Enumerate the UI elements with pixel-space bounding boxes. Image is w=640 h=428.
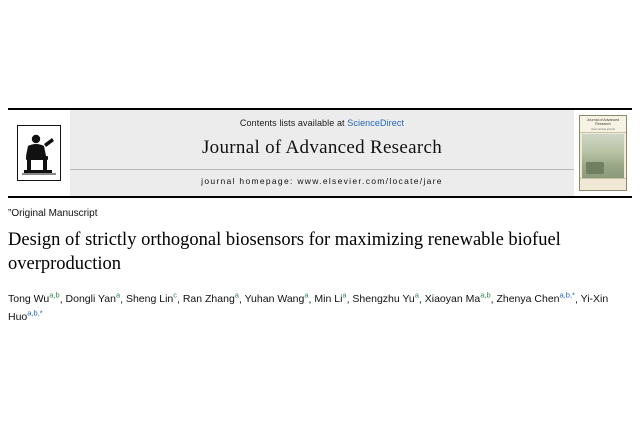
author-affiliation-marks: a — [234, 290, 239, 300]
author-entry — [182, 290, 239, 306]
author-name: Min Li — [314, 293, 343, 306]
sciencedirect-link[interactable]: ScienceDirect — [347, 118, 405, 128]
author-name: Ran Zhang — [182, 293, 235, 306]
author-name: Yuhan Wang — [244, 293, 305, 306]
cover-footer-band — [580, 178, 626, 190]
journal-masthead — [8, 108, 632, 198]
masthead-center — [70, 110, 574, 196]
author-entry — [496, 290, 575, 306]
author-name: Zhenya Chen — [496, 293, 560, 306]
journal-logo — [8, 110, 70, 196]
journal-title: Journal of Advanced Research — [201, 137, 442, 158]
author-separator: , — [490, 293, 497, 306]
author-separator: , — [346, 293, 353, 306]
contents-available-line — [240, 118, 404, 128]
author-affiliation-marks: a,b,* — [559, 290, 575, 300]
author-list — [8, 290, 618, 326]
author-name: Yi-Xin Huo — [8, 293, 609, 324]
page-title: Design of strictly orthogonal biosensors for maximizing renewable biofuel overproduction — [8, 230, 561, 275]
author-separator: , — [574, 293, 581, 306]
author-affiliation-marks: a,b,* — [27, 308, 43, 318]
contents-prefix-text: Contents lists available at — [239, 118, 348, 128]
author-affiliation-marks: a — [115, 290, 121, 300]
cover-artwork — [582, 134, 624, 178]
author-entry — [314, 290, 347, 306]
author-separator: , — [238, 293, 245, 306]
author-name: Xiaoyan Ma — [424, 293, 481, 306]
cover-title-text: Journal of Advanced Research — [586, 118, 620, 127]
author-entry — [125, 290, 177, 306]
author-name: Shengzhu Yu — [352, 293, 415, 306]
article-header — [8, 208, 632, 325]
author-affiliation-marks: a,b — [480, 290, 491, 300]
author-separator: , — [59, 293, 66, 306]
author-name: Dongli Yan — [65, 293, 116, 306]
author-entry — [244, 290, 309, 306]
author-separator: , — [120, 293, 126, 306]
cover-header-band — [580, 116, 626, 133]
seated-scribe-emblem-icon — [17, 125, 61, 181]
author-affiliation-marks: a,b — [49, 290, 60, 300]
author-affiliation-marks: c — [173, 290, 177, 300]
journal-homepage-line[interactable]: journal homepage: www.elsevier.com/locate/jare — [70, 169, 574, 186]
author-affiliation-marks: a — [342, 290, 347, 300]
author-separator: , — [418, 293, 425, 306]
author-affiliation-marks: a — [414, 290, 419, 300]
author-separator: , — [177, 293, 183, 306]
author-entry — [8, 290, 60, 306]
author-entry — [424, 290, 491, 306]
author-entry — [352, 290, 419, 306]
journal-cover-thumbnail — [574, 110, 632, 196]
author-name: Tong Wu — [8, 293, 50, 306]
author-name: Sheng Lin — [125, 293, 174, 306]
author-entry — [65, 290, 121, 306]
manuscript-type-label: ”Original Manuscript — [8, 208, 98, 219]
author-affiliation-marks: a — [304, 290, 309, 300]
author-separator: , — [308, 293, 315, 306]
cover-image — [579, 115, 627, 191]
cover-subtitle-text: Open access journal — [591, 127, 615, 131]
